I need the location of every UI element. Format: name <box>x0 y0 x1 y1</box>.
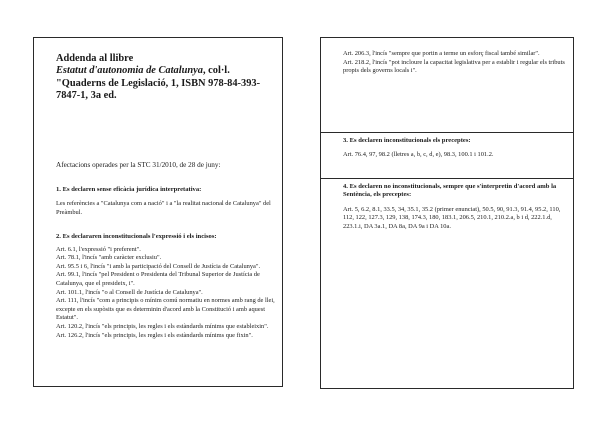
list-item: Art. 99.1, l'incís "pel President o Presidenta del Tribunal Superior de Justícia de Catalunya, que el presideix, i". <box>56 271 260 287</box>
section3-text: Art. 76.4, 97, 98.2 (lletres a, b, c, d, e), 98.3, 100.1 i 101.2. <box>343 151 494 159</box>
section4 <box>321 179 573 238</box>
list-item: Art. 95.5 i 6, l'incís "i amb la participació del Consell de Justícia de Catalunya". <box>56 262 261 270</box>
section4-text: Art. 5, 6.2, 8.1, 33.5, 34, 35.1, 35.2 (primer enunciat), 50.5, 90, 91.3, 91.4, 95.2, 110, 112, 122, 127.3, 129, 138, 174.3, 180, 183.1, 206.5, 210.1, 210.2.a, b i d, 222.1.d, 223.1.i, DA 3a.1, DA 8a, DA 9a i DA 10a. <box>343 205 561 230</box>
list-item: Art. 78.1, l'incís "amb caràcter exclusiu". <box>56 254 162 262</box>
left-page <box>33 37 283 387</box>
list-item: Art. 111, l'incís "com a principis o mínim comú normatiu en normes amb rang de llei, excepte en els supòsits que es determinin d'acord amb la Constitució i amb aquest Estatut". <box>56 297 275 322</box>
list-item: Art. 206.3, l'incís "sempre que portin a terme un esforç fiscal també similar". <box>343 50 540 57</box>
section4-heading: 4. Es declaren no inconstitucionals, sempre que s'interpretin d'acord amb la Sentència, els preceptes: <box>343 183 557 199</box>
title-rest: , col·l. "Quaderns de Legislació, 1, ISBN 978-84-393-7847-1, 3a ed. <box>56 65 261 102</box>
section1-text: Les referències a "Catalunya com a nació" i a "la realitat nacional de Catalunya" del Preàmbul. <box>56 200 271 216</box>
section3-heading: 3. Es declaren inconstitucionals els preceptes: <box>343 137 471 144</box>
section2-heading: 2. Es declararen inconstitucionals l'expressió i els incisos: <box>56 233 217 241</box>
document-title <box>56 53 276 103</box>
list-item: Art. 6.1, l'expressió "i preferent". <box>56 245 141 253</box>
list-item: Art. 126.2, l'incís "els principis, les regles i els estàndards mínims que fixin". <box>56 331 253 339</box>
right-page <box>320 37 574 389</box>
section3 <box>321 133 573 179</box>
title-line1: Addenda al llibre <box>56 53 134 64</box>
section1-heading: 1. Es declaren sense eficàcia jurídica interpretativa: <box>56 185 202 193</box>
continued-items <box>321 38 573 133</box>
subtitle: Afectacions operades per la STC 31/2010, de 28 de juny: <box>56 160 221 169</box>
section2-list <box>56 246 276 341</box>
list-item: Art. 218.2, l'incís "pot incloure la capacitat legislativa per a establir i regular els tributs propis dels governs locals i". <box>343 58 565 75</box>
list-item: Art. 101.1, l'incís "o al Consell de Justícia de Catalunya". <box>56 288 203 296</box>
list-item: Art. 120.2, l'incís "els principis, les regles i els estàndards mínims que estableixin". <box>56 322 269 330</box>
title-italic: Estatut d'autonomia de Catalunya <box>56 65 203 77</box>
